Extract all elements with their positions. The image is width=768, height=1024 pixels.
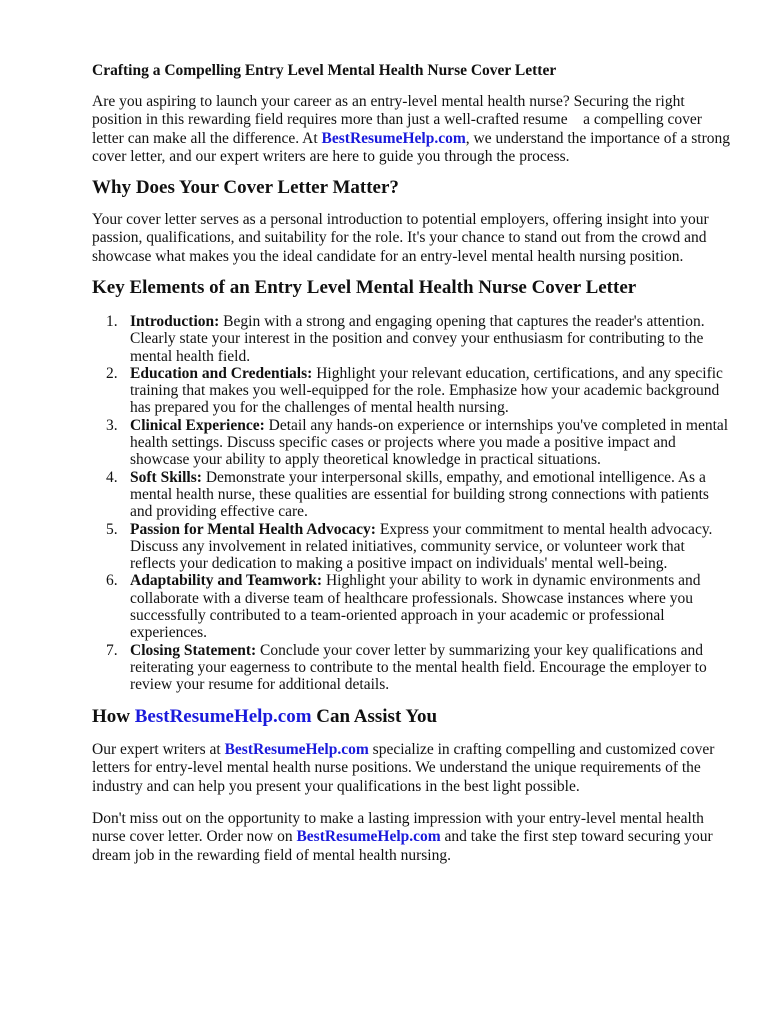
closing-text: Don't miss out on the opportunity to make a lasting impression with your entry-level mental health nurse cover letter. Order now on [92,810,704,846]
key-elements-list [92,313,732,694]
intro-text-end: , we understand the importance of a strong cover letter, and our expert writers are here to guide you through the process. [92,129,731,165]
intro-paragraph [92,93,732,166]
list-number: 1. [106,313,118,330]
list-text: Highlight your ability to work in dynamic environments and collaborate with a diverse team of healthcare professionals. Showcase instances where you successfully contributed to a team-oriented approach in your academic or professional experiences. [130,572,701,642]
closing-link[interactable]: BestResumeHelp.com [296,828,441,846]
closing-paragraph [92,810,732,865]
assist-paragraph [92,741,732,796]
list-item [92,642,732,694]
assist-text-end: specialize in crafting compelling and customized cover letters for entry-level mental health nurse positions. We understand the unique requirements of the industry and can help you present your qualifications in the best light possible. [92,741,715,795]
intro-link[interactable]: BestResumeHelp.com [321,129,466,147]
list-text: Demonstrate your interpersonal skills, empathy, and emotional intelligence. As a mental health nurse, these qualities are essential for building strong connections with patients and providing effective care. [130,468,709,521]
list-term: Clinical Experience: [130,416,265,434]
list-item [92,572,732,641]
list-number: 6. [106,572,118,590]
list-item [92,521,732,573]
intro-text: Are you aspiring to launch your career as an entry-level mental health nurse? Securing the right position in this rewarding field requires more than just a well-crafted resume a compelling cover letter can make all the difference. At [92,93,702,147]
assist-link[interactable]: BestResumeHelp.com [224,741,369,758]
list-text: Highlight your relevant education, certifications, and any specific training that makes you well-equipped for the role. Emphasize how your academic background has prepared you for the challenges of mental health nursing. [130,364,723,417]
section-heading-assist [92,705,437,729]
list-term: Passion for Mental Health Advocacy: [130,520,376,538]
heading-text-end: Can Assist You [311,706,438,727]
list-item [92,365,732,417]
list-term: Closing Statement: [130,641,257,659]
list-item [92,469,732,521]
assist-text: Our expert writers at [92,741,225,758]
list-text: Begin with a strong and engaging opening that captures the reader's attention. Clearly state your interest in the position and convey your enthusiasm for contributing to the mental health field. [130,313,705,365]
heading-text: How [92,706,135,727]
section-heading-key-elements: Key Elements of an Entry Level Mental Health Nurse Cover Letter [92,277,637,298]
list-text: Detail any hands-on experience or internships you've completed in mental health settings. Discuss specific cases or projects where you made a positive impact and showcase your ability to apply theoretical knowledge in practical situations. [130,416,729,469]
list-number: 5. [106,520,118,538]
list-number: 2. [106,364,118,382]
list-term: Adaptability and Teamwork: [130,572,323,590]
list-item [92,313,732,365]
section-heading-why: Why Does Your Cover Letter Matter? [92,177,399,198]
list-text: Conclude your cover letter by summarizing your key qualifications and reiterating your eagerness to contribute to the mental health field. Encourage the employer to review your resume for additional details. [130,641,707,694]
list-term: Education and Credentials: [130,364,313,382]
list-term: Soft Skills: [130,468,202,486]
list-number: 3. [106,416,118,434]
list-item [92,417,732,469]
closing-text-end: and take the first step toward securing your dream job in the rewarding field of mental health nursing. [92,828,713,864]
list-text: Express your commitment to mental health advocacy. Discuss any involvement in related initiatives, community service, or volunteer work that reflects your dedication to making a positive impact on individuals' mental well-being. [130,520,713,573]
list-term: Introduction: [130,313,220,330]
heading-link[interactable]: BestResumeHelp.com [134,706,312,727]
list-number: 4. [106,468,118,486]
why-paragraph: Your cover letter serves as a personal introduction to potential employers, offering insight into your passion, qualifications, and suitability for the role. It's your chance to stand out from the crowd and showcase what makes you the ideal candidate for an entry-level mental health nursing position. [92,211,709,265]
list-number: 7. [106,641,118,659]
document-title: Crafting a Compelling Entry Level Mental Health Nurse Cover Letter [92,62,557,79]
